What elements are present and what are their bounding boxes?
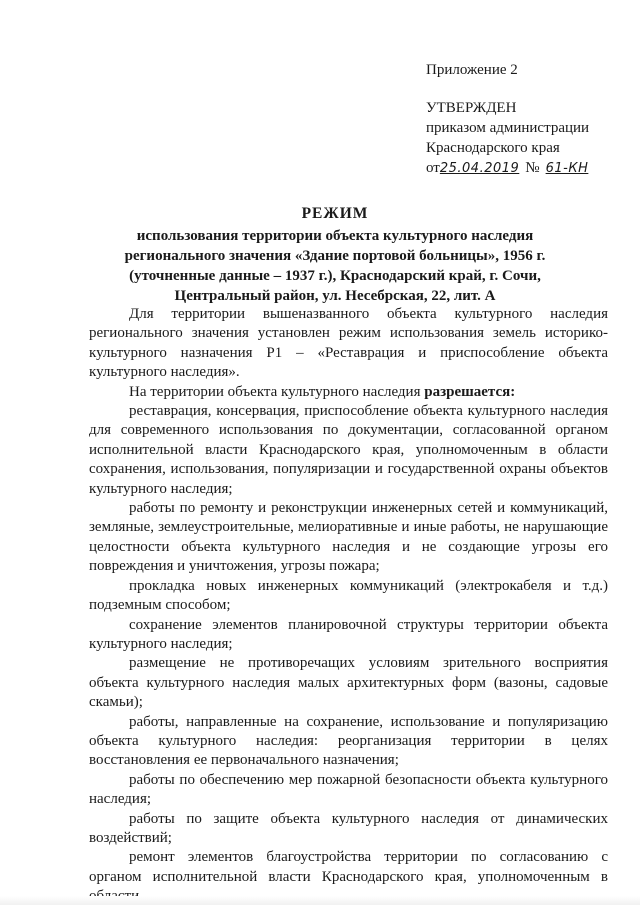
title-main: РЕЖИМ (301, 205, 369, 222)
approval-block (426, 60, 626, 179)
appendix-label: Приложение 2 (426, 62, 518, 78)
order-label: приказом администрации (426, 120, 590, 136)
allowed-bold: разрешается: (424, 383, 516, 400)
list-item: работы, направленные на сохранение, использование и популяризацию объекта культурного наследия: реорганизация территории в целях восстановления ее первоначального назначения; (89, 713, 608, 769)
list-item: работы по обеспечению мер пожарной безопасности объекта культурного наследия; (89, 771, 608, 808)
list-item: ремонт элементов благоустройства территории по согласованию с органом исполнительной власти Краснодарского края, уполномоченным в (89, 849, 608, 885)
number-value: 61-КН (545, 161, 589, 176)
list-item: работы по защите объекта культурного наследия от динамических воздействий; (89, 810, 608, 846)
approved-label: УТВЕРЖДЕН (426, 100, 517, 116)
intro-paragraph: Для территории вышеназванного объекта культурного наследия регионального значения установлен режим использования земель историко-культурного назначения Р1 – «Реставрация и приспособление объекта культурного наследия». (89, 306, 608, 381)
date-prefix: от (426, 160, 440, 176)
region-label: Краснодарского края (426, 140, 560, 156)
scan-edge (0, 896, 640, 905)
document-body (89, 305, 608, 907)
list-item: реставрация, консервация, приспособление объекта культурного наследия для современного использования по документации, согласованной органом исполнительной власти Краснодарского края, уполномоченным в области сохранения, использования, популяризации и государственной охраны объектов культурного наследия; (89, 403, 608, 497)
number-sign: № (525, 160, 540, 176)
list-item: размещение не противоречащих условиям зрительного восприятия объекта культурного наследия малых архитектурных форм (вазоны, садовые скамьи); (89, 655, 608, 711)
date-number-line (426, 158, 626, 179)
document-title (100, 204, 570, 306)
title-line: использования территории объекта культурного наследия (136, 228, 534, 244)
title-line: Центральный район, ул. Несебрская, 22, лит. А (174, 288, 496, 304)
list-item: работы по ремонту и реконструкции инженерных сетей и коммуникаций, земляные, землеустроительные, мелиоративные и иные работы, не нарушающие целостности объекта культурного наследия и не создающие угрозы его повреждения и уничтожения, угрозы пожара; (89, 500, 608, 575)
list-item: прокладка новых инженерных коммуникаций (электрокабеля и т.д.) подземным способом; (89, 577, 608, 614)
date-value: 25.04.2019 (439, 161, 520, 176)
title-line: (уточненные данные – 1937 г.), Краснодарский край, г. Сочи, (129, 268, 541, 284)
allowed-heading (89, 383, 608, 402)
list-item: сохранение элементов планировочной структуры территории объекта культурного наследия; (89, 616, 608, 652)
allowed-prefix: На территории объекта культурного наследия (129, 383, 421, 400)
title-line: регионального значения «Здание портовой больницы», 1956 г. (124, 248, 546, 264)
